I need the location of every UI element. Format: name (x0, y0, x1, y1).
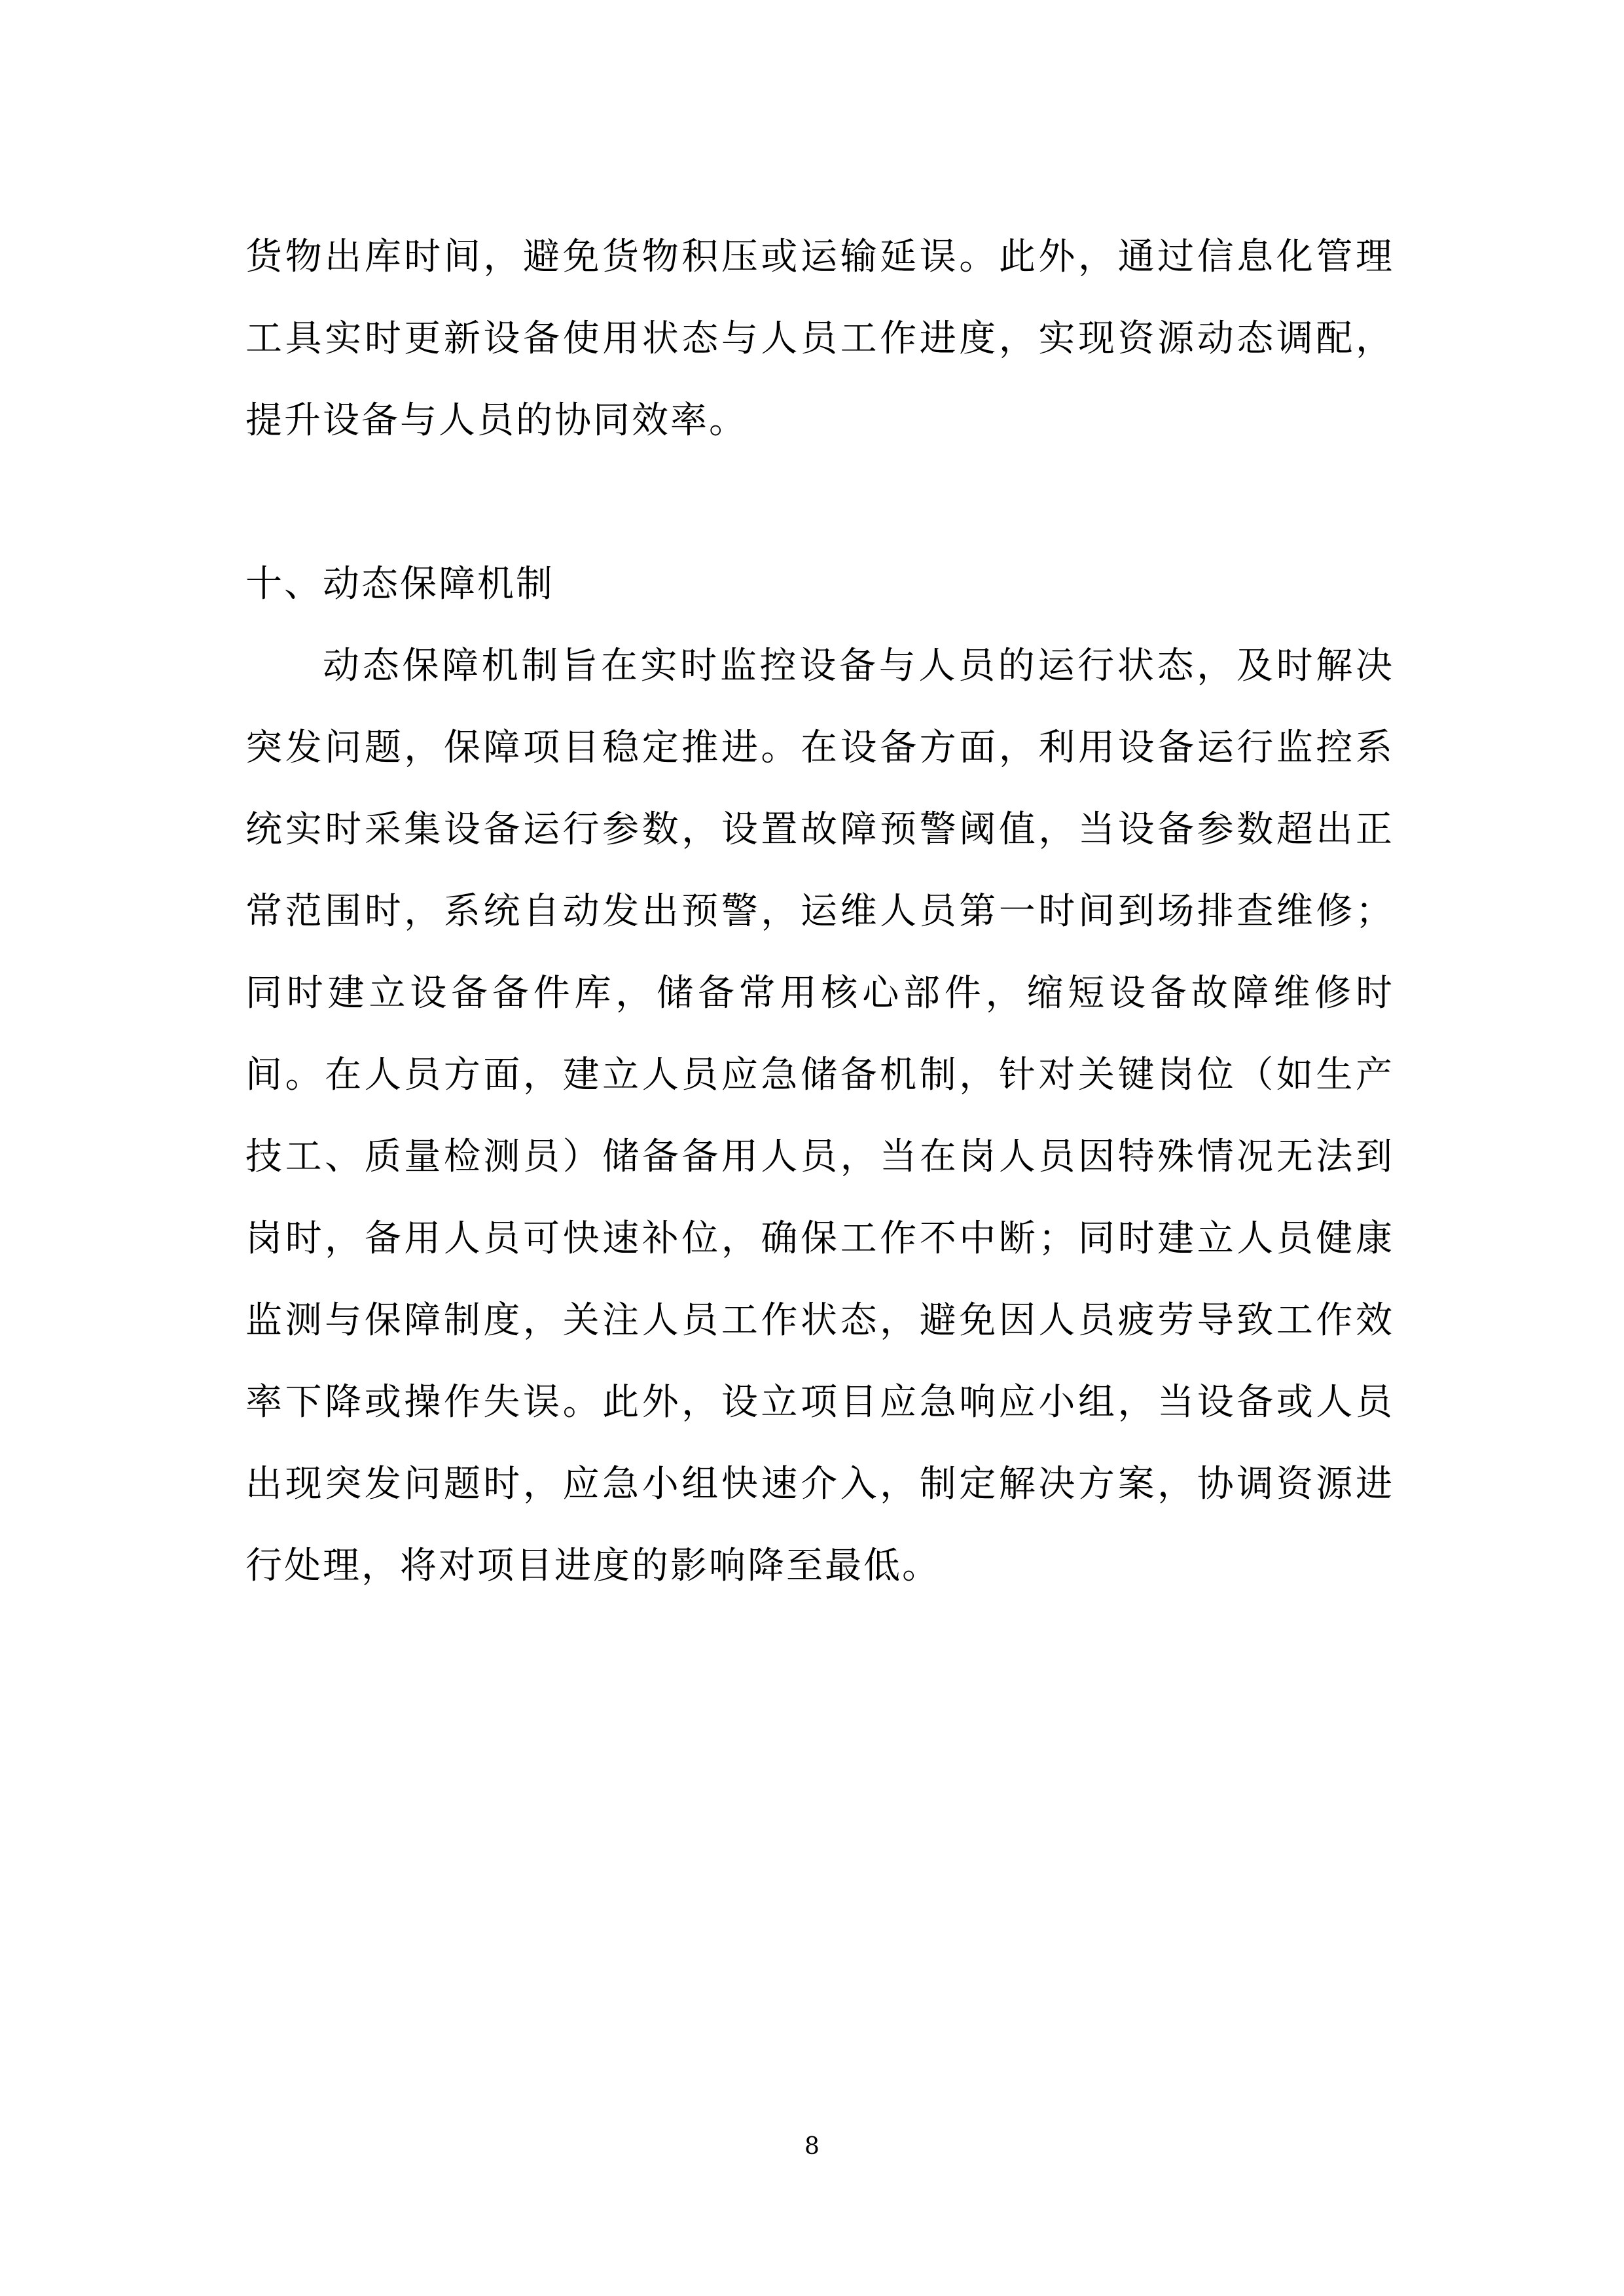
section-heading: 十、动态保障机制 (245, 563, 554, 605)
section-body-paragraph: 动态保障机制旨在实时监控设备与人员的运行状态，及时解决突发问题，保障项目稳定推进。在设备方面，利用设备运行监控系统实时采集设备运行参数，设置故障预警阈值，当设备参数超出正常范围时，系统自动发出预警，运维人员第一时间到场排查维修；同时建立设备备件库，储备常用核心部件，缩短设备故障维修时间。在人员方面，建立人员应急储备机制，针对关键岗位（如生产技工、质量检测员）储备备用人员，当在岗人员因特殊情况无法到岗时，备用人员可快速补位，确保工作不中断；同时建立人员健康监测与保障制度，关注人员工作状态，避免因人员疲劳导致工作效率下降或操作失误。此外，设立项目应急响应小组，当设备或人员出现突发问题时，应急小组快速介入，制定解决方案，协调资源进行处理，将对项目进度的影响降至最低。 (245, 645, 1394, 1587)
text-block (245, 216, 1394, 1607)
page-number: 8 (804, 2133, 820, 2160)
continuation-paragraph: 货物出库时间，避免货物积压或运输延误。此外，通过信息化管理工具实时更新设备使用状态与人员工作进度，实现资源动态调配，提升设备与人员的协同效率。 (245, 236, 1394, 442)
